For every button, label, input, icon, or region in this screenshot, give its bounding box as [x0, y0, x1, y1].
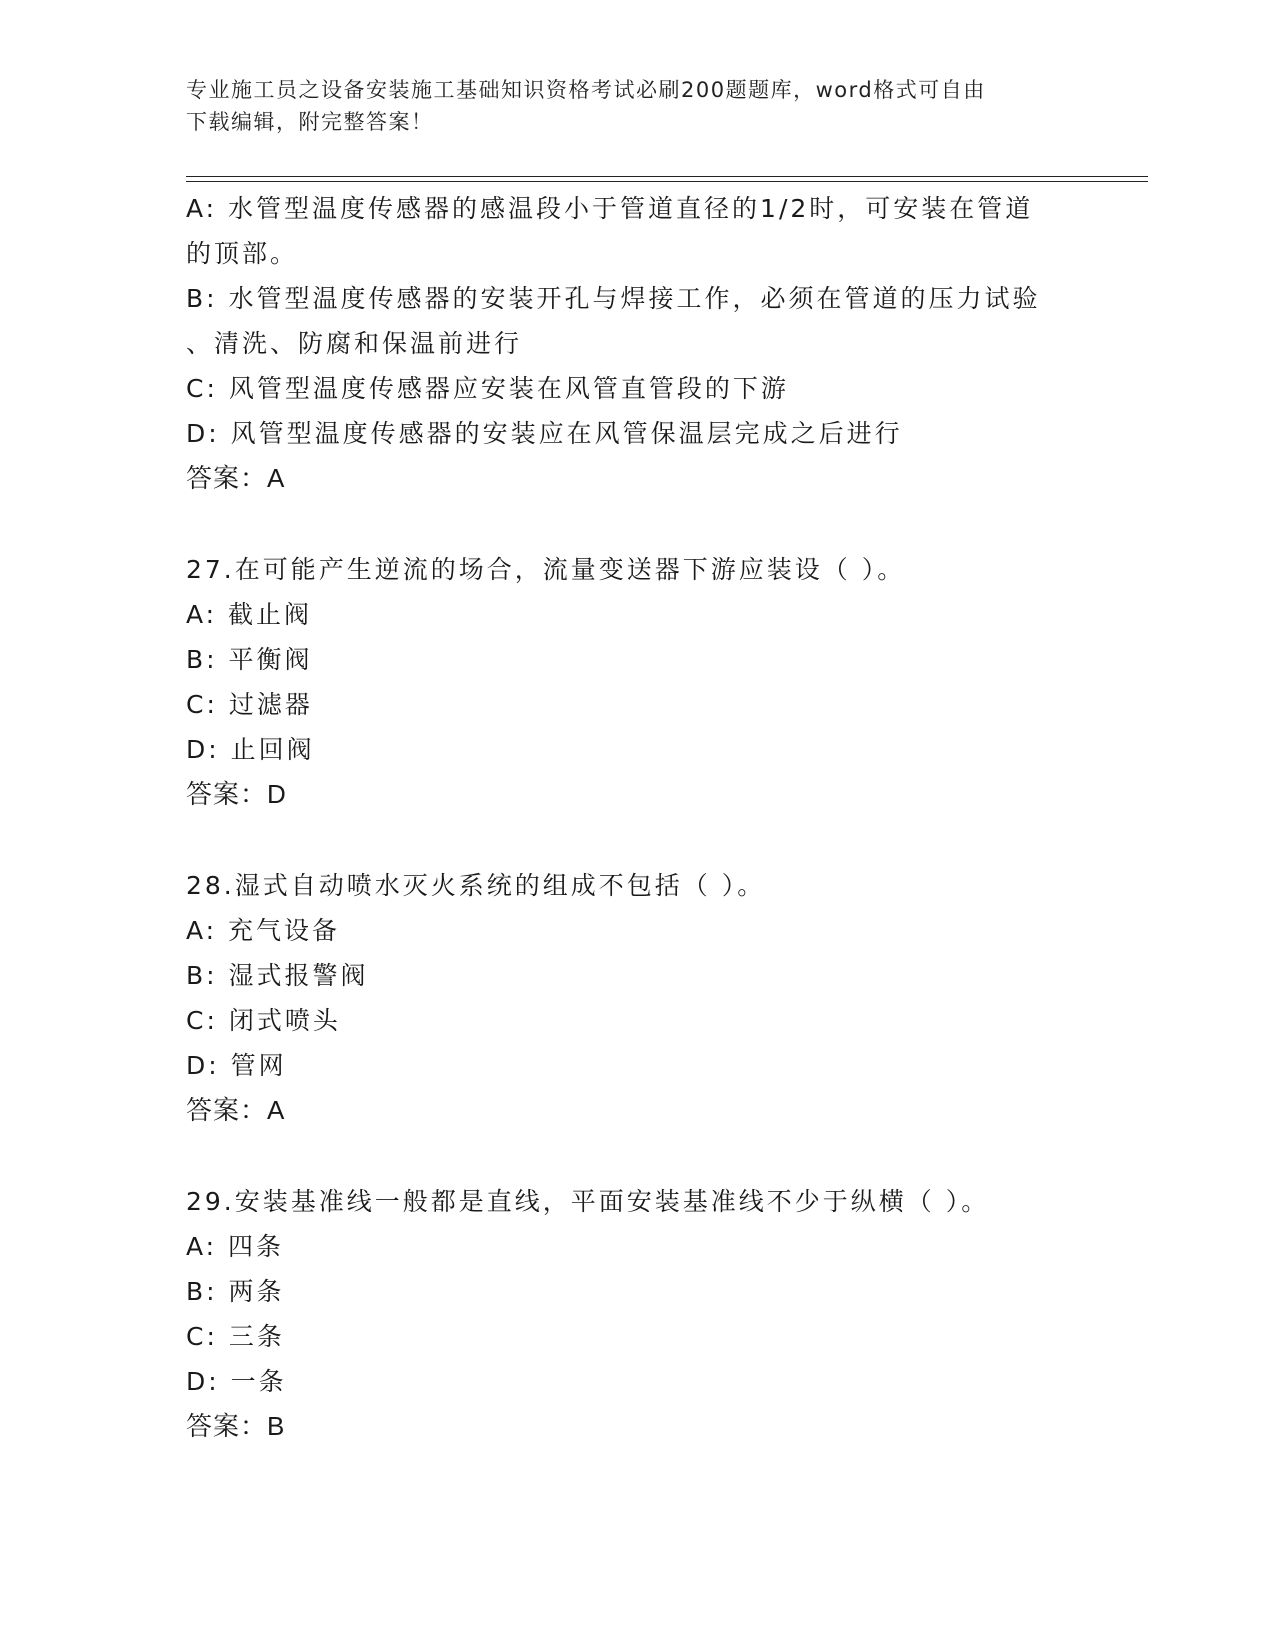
option-b-line-1: B: 水管型温度传感器的安装开孔与焊接工作，必须在管道的压力试验 — [186, 284, 1041, 313]
question-27 — [186, 547, 1086, 817]
header-line-2: 下载编辑，附完整答案！ — [186, 110, 434, 134]
answer: 答案：A — [186, 463, 286, 493]
option-d: D: 管网 — [186, 1051, 287, 1080]
option-a-line-2: 的顶部。 — [186, 239, 299, 268]
question-28 — [186, 863, 1086, 1133]
option-b: B: 两条 — [186, 1277, 285, 1306]
option-c: C: 过滤器 — [186, 690, 313, 719]
header-divider-top — [186, 176, 1148, 177]
question-title: 27.在可能产生逆流的场合，流量变送器下游应装设（ ）。 — [186, 555, 906, 584]
option-b: B: 平衡阀 — [186, 645, 313, 674]
header-line-1: 专业施工员之设备安装施工基础知识资格考试必刷200题题库，word格式可自由 — [186, 78, 986, 102]
header-divider-bottom — [186, 181, 1148, 182]
option-c: C: 风管型温度传感器应安装在风管直管段的下游 — [186, 374, 789, 403]
option-c: C: 三条 — [186, 1322, 285, 1351]
document-header — [186, 74, 1066, 138]
option-a-line-1: A: 水管型温度传感器的感温段小于管道直径的1/2时，可安装在管道 — [186, 194, 1034, 223]
answer: 答案：B — [186, 1411, 286, 1441]
option-a: A: 截止阀 — [186, 600, 313, 629]
option-a: A: 四条 — [186, 1232, 285, 1261]
option-b: B: 湿式报警阀 — [186, 961, 369, 990]
answer: 答案：D — [186, 779, 287, 809]
option-c: C: 闭式喷头 — [186, 1006, 341, 1035]
option-d: D: 一条 — [186, 1367, 287, 1396]
answer: 答案：A — [186, 1095, 286, 1125]
option-a: A: 充气设备 — [186, 916, 341, 945]
question-26 — [186, 186, 1086, 501]
option-b-line-2: 、清洗、防腐和保温前进行 — [186, 329, 523, 358]
option-d: D: 止回阀 — [186, 735, 315, 764]
option-d: D: 风管型温度传感器的安装应在风管保温层完成之后进行 — [186, 419, 903, 448]
question-title: 28.湿式自动喷水灭火系统的组成不包括（ ）。 — [186, 871, 766, 900]
question-list — [186, 186, 1086, 1449]
question-29 — [186, 1179, 1086, 1449]
question-title: 29.安装基准线一般都是直线，平面安装基准线不少于纵横（ ）。 — [186, 1187, 990, 1216]
